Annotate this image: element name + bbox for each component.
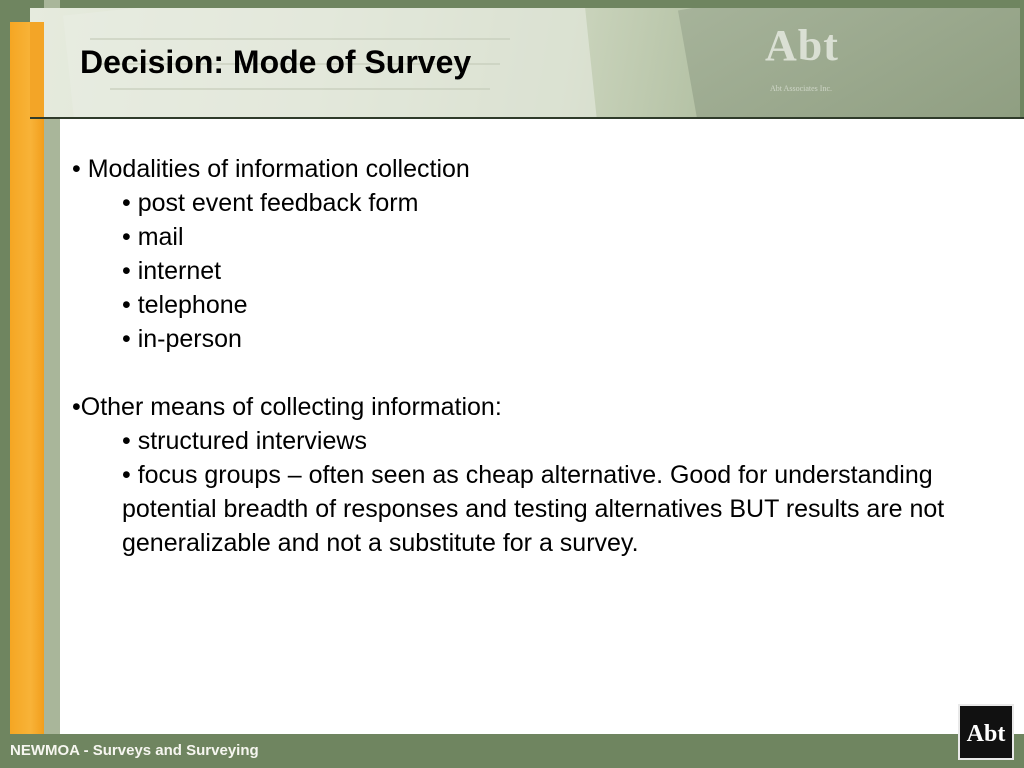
bullet-other-means: •Other means of collecting information: xyxy=(72,393,502,421)
banner-tagline: Abt Associates Inc. xyxy=(770,84,832,93)
banner-paper-line xyxy=(110,88,490,90)
footer-text: NEWMOA - Surveys and Surveying xyxy=(10,742,259,759)
banner-paper-line xyxy=(90,38,510,40)
abt-logo xyxy=(958,704,1014,760)
bullet-telephone: • telephone xyxy=(122,291,248,319)
bullet-modalities: • Modalities of information collection xyxy=(72,155,470,183)
bullet-structured-interviews: • structured interviews xyxy=(122,427,367,455)
bullet-feedback-form: • post event feedback form xyxy=(122,189,419,217)
left-green-stripe xyxy=(0,0,10,768)
bullet-focus-groups: • focus groups – often seen as cheap alternative. Good for understanding potential breadth of responses and testing alternatives BUT results are not generalizable and not a substitute for a survey. xyxy=(122,461,945,557)
slide-body xyxy=(72,152,1007,560)
banner-logo: Abt xyxy=(765,21,839,70)
banner-book xyxy=(678,8,1020,118)
bullet-internet: • internet xyxy=(122,257,222,285)
abt-logo-mark xyxy=(962,717,1010,747)
bullet-in-person: • in-person xyxy=(122,325,242,353)
slide-title: Decision: Mode of Survey xyxy=(80,44,472,80)
orange-accent-bar xyxy=(10,22,44,734)
banner-orange-cap xyxy=(30,22,44,118)
bullet-mail: • mail xyxy=(122,223,184,251)
abt-logo-text: Abt xyxy=(966,721,1006,747)
spacer xyxy=(72,356,1007,390)
